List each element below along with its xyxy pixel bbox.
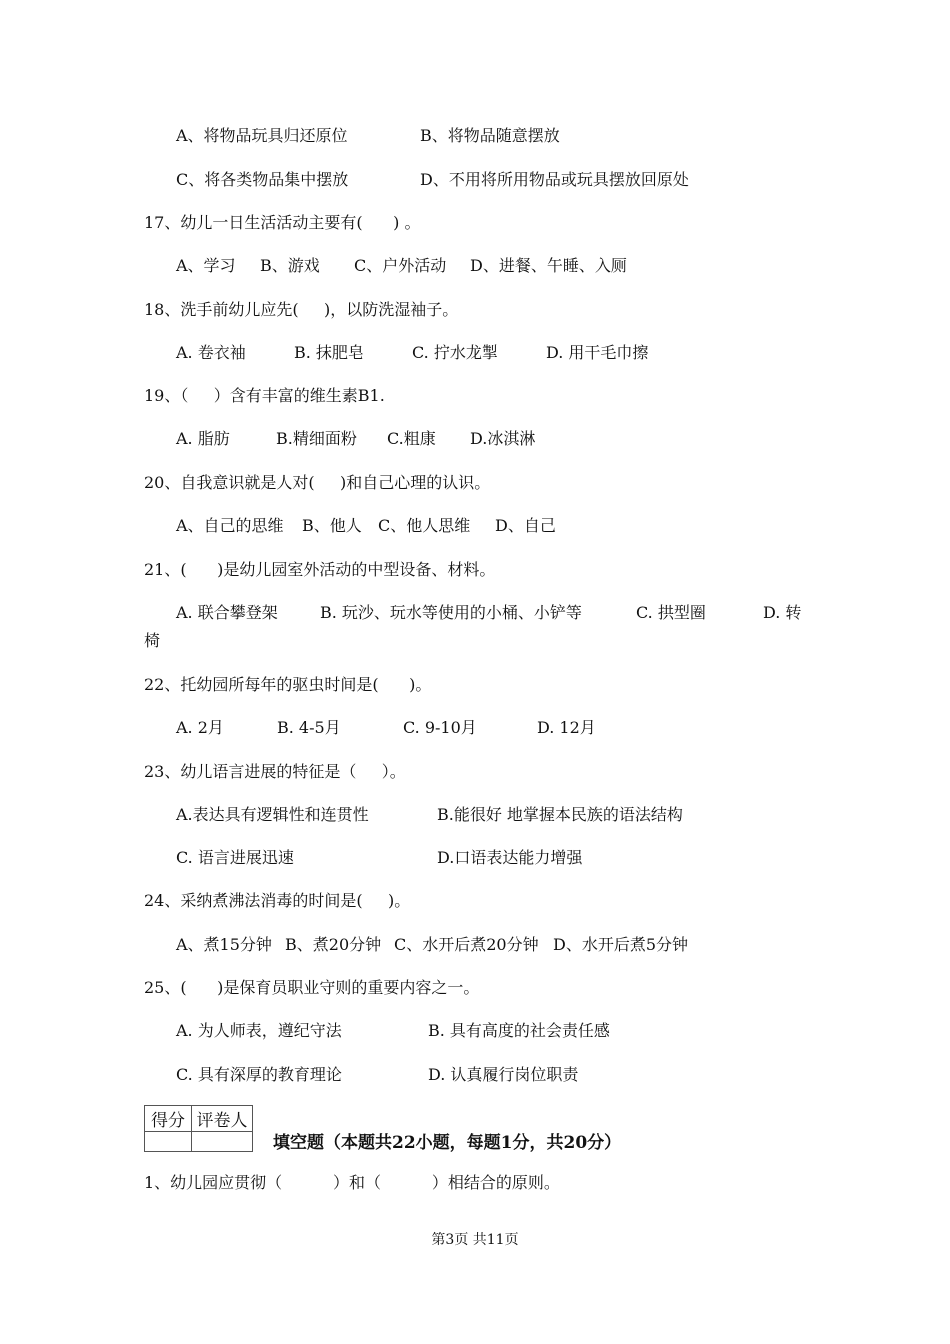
q20-option-a: A、自己的思维 xyxy=(176,516,284,535)
q23-option-d: D.口语表达能力增强 xyxy=(437,848,583,867)
q23-option-b: B.能很好 地掌握本民族的语法结构 xyxy=(437,805,683,824)
q16-option-a: A、将物品玩具归还原位 xyxy=(176,126,348,145)
fill-q1-stem: 1、幼儿园应贯彻（ ）和（ ）相结合的原则。 xyxy=(144,1173,560,1192)
q23-option-c: C. 语言进展迅速 xyxy=(176,848,294,867)
q16-option-b: B、将物品随意摆放 xyxy=(420,126,560,145)
q17-option-c: C、户外活动 xyxy=(354,256,447,275)
q22-option-d: D. 12月 xyxy=(537,718,596,737)
q25-option-d: D. 认真履行岗位职责 xyxy=(428,1065,579,1084)
q24-option-a: A、煮15分钟 xyxy=(176,935,272,954)
q18-option-a: A. 卷衣袖 xyxy=(176,343,246,362)
q21-stem: 21、( )是幼儿园室外活动的中型设备、材料。 xyxy=(144,560,496,579)
q22-stem: 22、托幼园所每年的驱虫时间是( )。 xyxy=(144,675,432,694)
q19-option-a: A. 脂肪 xyxy=(176,429,230,448)
q19-stem: 19、（ ）含有丰富的维生素B1. xyxy=(144,386,385,405)
score-header: 得分 xyxy=(145,1106,192,1132)
q25-option-b: B. 具有高度的社会责任感 xyxy=(428,1021,610,1040)
q22-option-b: B. 4-5月 xyxy=(277,718,341,737)
grader-cell xyxy=(192,1132,253,1152)
q18-option-c: C. 拧水龙掣 xyxy=(412,343,498,362)
q20-option-d: D、自己 xyxy=(495,516,556,535)
q18-option-b: B. 抹肥皂 xyxy=(294,343,364,362)
q18-option-d: D. 用干毛巾擦 xyxy=(546,343,649,362)
q21-option-a: A. 联合攀登架 xyxy=(176,603,278,622)
q25-option-c: C. 具有深厚的教育理论 xyxy=(176,1065,342,1084)
q22-option-a: A. 2月 xyxy=(176,718,224,737)
q19-option-b: B.精细面粉 xyxy=(276,429,357,448)
q24-option-b: B、煮20分钟 xyxy=(285,935,382,954)
score-table xyxy=(144,1105,253,1152)
q24-option-d: D、水开后煮5分钟 xyxy=(553,935,689,954)
grader-header: 评卷人 xyxy=(192,1106,253,1132)
q17-option-d: D、进餐、午睡、入厕 xyxy=(470,256,627,275)
q17-option-b: B、游戏 xyxy=(260,256,320,275)
q21-option-d-continued: 椅 xyxy=(144,631,161,650)
q22-option-c: C. 9-10月 xyxy=(403,718,477,737)
q17-stem: 17、幼儿一日生活活动主要有( ) 。 xyxy=(144,213,421,232)
q23-stem: 23、幼儿语言进展的特征是（ ）。 xyxy=(144,762,406,781)
q17-option-a: A、学习 xyxy=(176,256,236,275)
q20-option-c: C、他人思维 xyxy=(378,516,471,535)
score-cell xyxy=(145,1132,192,1152)
q24-option-c: C、水开后煮20分钟 xyxy=(394,935,539,954)
q19-option-c: C.粗康 xyxy=(387,429,436,448)
q16-option-c: C、将各类物品集中摆放 xyxy=(176,170,349,189)
section-title: 填空题（本题共22小题，每题1分，共20分） xyxy=(273,1133,622,1153)
q20-stem: 20、自我意识就是人对( )和自己心理的认识。 xyxy=(144,473,491,492)
q21-option-b: B. 玩沙、玩水等使用的小桶、小铲等 xyxy=(320,603,582,622)
q16-option-d: D、不用将所用物品或玩具摆放回原处 xyxy=(420,170,689,189)
q20-option-b: B、他人 xyxy=(302,516,362,535)
q19-option-d: D.冰淇淋 xyxy=(470,429,536,448)
q24-stem: 24、采纳煮沸法消毒的时间是( )。 xyxy=(144,891,411,910)
q21-option-c: C. 拱型圈 xyxy=(636,603,706,622)
q23-option-a: A.表达具有逻辑性和连贯性 xyxy=(176,805,369,824)
q25-option-a: A. 为人师表，遵纪守法 xyxy=(176,1021,342,1040)
q25-stem: 25、( )是保育员职业守则的重要内容之一。 xyxy=(144,978,480,997)
page-footer: 第3页 共11页 xyxy=(431,1232,519,1248)
q18-stem: 18、洗手前幼儿应先( )，以防洗湿袖子。 xyxy=(144,300,459,319)
q21-option-d: D. 转 xyxy=(763,603,802,622)
